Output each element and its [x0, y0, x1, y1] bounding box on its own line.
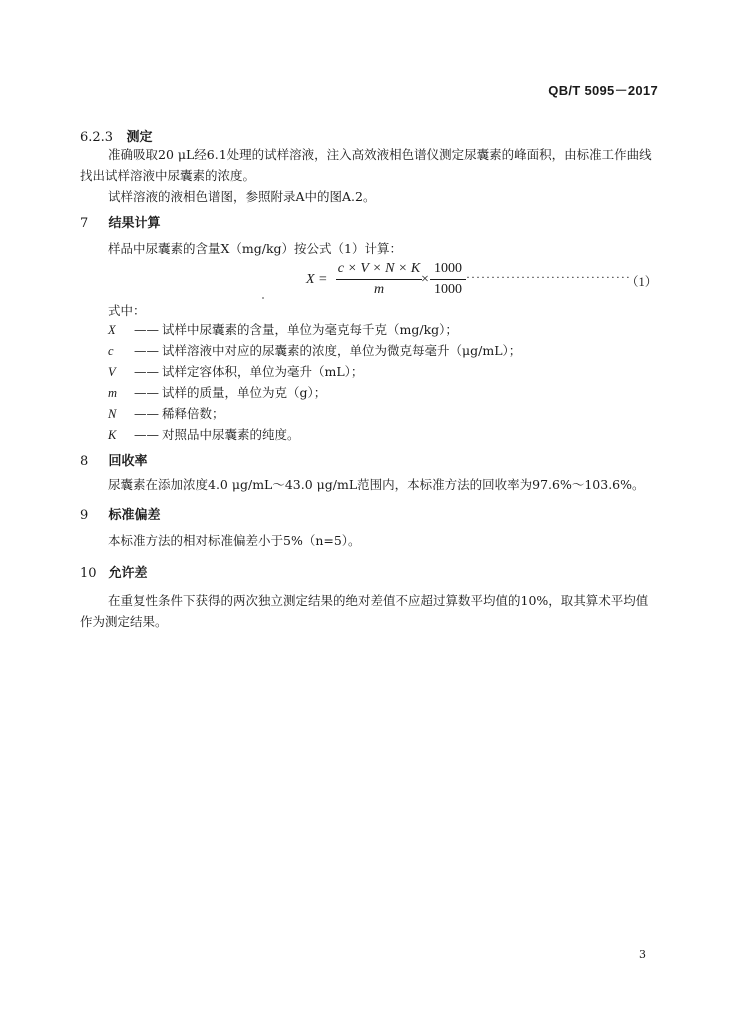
section-10-number: 10 [80, 566, 97, 581]
standard-code: QB/T 5095－2017 [548, 83, 658, 98]
conversion-numerator: 1000 [434, 261, 462, 276]
variable-row [108, 425, 300, 443]
section-623-line2: 找出试样溶液中尿囊素的浓度。 [80, 168, 256, 183]
equation-number: （1） [626, 275, 658, 289]
formula-times: × [421, 272, 429, 287]
section-7-heading [80, 212, 161, 231]
variable-symbol: m [108, 386, 118, 400]
section-623-line1: 准确吸取20 μL经6.1处理的试样溶液，注入高效液相色谱仪测定尿囊素的峰面积，由标准工作曲线 [108, 147, 652, 162]
section-10-line1: 在重复性条件下获得的两次独立测定结果的绝对差值不应超过算数平均值的10%，取其算术平均值 [108, 593, 649, 608]
section-623-line3: 试样溶液的液相色谱图，参照附录A中的图A.2。 [108, 189, 376, 204]
section-8-number: 8 [80, 454, 89, 469]
scan-speck [262, 297, 264, 299]
section-7-title: 结果计算 [108, 216, 161, 231]
variable-row [108, 383, 326, 401]
variable-description: 试样中尿囊素的含量，单位为毫克每千克（mg/kg）； [162, 322, 458, 337]
variable-symbol: K [108, 428, 117, 442]
formula-fraction-conversion [430, 260, 466, 299]
variable-row [108, 320, 458, 338]
section-9-heading [80, 504, 161, 523]
section-8-title: 回收率 [108, 454, 148, 469]
formula-denominator: m [373, 282, 385, 297]
section-10-line2: 作为测定结果。 [80, 614, 168, 629]
variable-dash: —— [134, 364, 159, 379]
formula-lhs: X = [306, 272, 328, 287]
section-623-heading [80, 126, 153, 145]
variable-description: 试样溶液中对应的尿囊素的浓度，单位为微克每毫升（μg/mL）； [162, 343, 522, 358]
variable-description: 稀释倍数； [162, 406, 225, 421]
formula-leader-dots: ································· [466, 270, 631, 284]
section-8-heading [80, 450, 148, 469]
fraction-bar [430, 279, 466, 280]
variable-description: 试样的质量，单位为克（g）； [162, 385, 327, 400]
variable-dash: —— [134, 343, 159, 358]
variable-description: 对照品中尿囊素的纯度。 [162, 427, 300, 442]
variable-dash: —— [134, 427, 159, 442]
section-10-heading [80, 562, 148, 581]
variable-dash: —— [134, 322, 159, 337]
variable-description: 试样定容体积，单位为毫升（mL）； [162, 364, 364, 379]
page-number: 3 [639, 948, 646, 961]
variable-symbol: c [108, 344, 114, 358]
formula-numerator: c × V × N × K [337, 261, 421, 276]
section-623-number: 6.2.3 [80, 130, 114, 145]
variable-dash: —— [134, 406, 159, 421]
formula-fraction-main [336, 260, 422, 299]
section-9-title: 标准偏差 [108, 508, 161, 523]
section-8-text: 尿囊素在添加浓度4.0 μg/mL～43.0 μg/mL范围内，本标准方法的回收率为97.6%～103.6%。 [108, 477, 645, 492]
variable-row [108, 341, 521, 359]
section-623-title: 测定 [126, 130, 153, 145]
fraction-bar [336, 279, 422, 280]
variable-symbol: X [108, 323, 116, 337]
where-label: 式中： [108, 303, 146, 318]
section-9-number: 9 [80, 508, 89, 523]
section-10-title: 允许差 [108, 566, 148, 581]
formula-1 [306, 260, 666, 308]
variable-dash: —— [134, 385, 159, 400]
section-7-intro: 样品中尿囊素的含量X（mg/kg）按公式（1）计算： [108, 241, 402, 256]
variable-symbol: V [108, 365, 116, 379]
conversion-denominator: 1000 [434, 282, 462, 297]
variable-symbol: N [108, 407, 117, 421]
variable-row [108, 362, 363, 380]
section-9-text: 本标准方法的相对标准偏差小于5%（n=5）。 [108, 533, 361, 548]
section-7-number: 7 [80, 216, 89, 231]
variable-row [108, 404, 225, 422]
